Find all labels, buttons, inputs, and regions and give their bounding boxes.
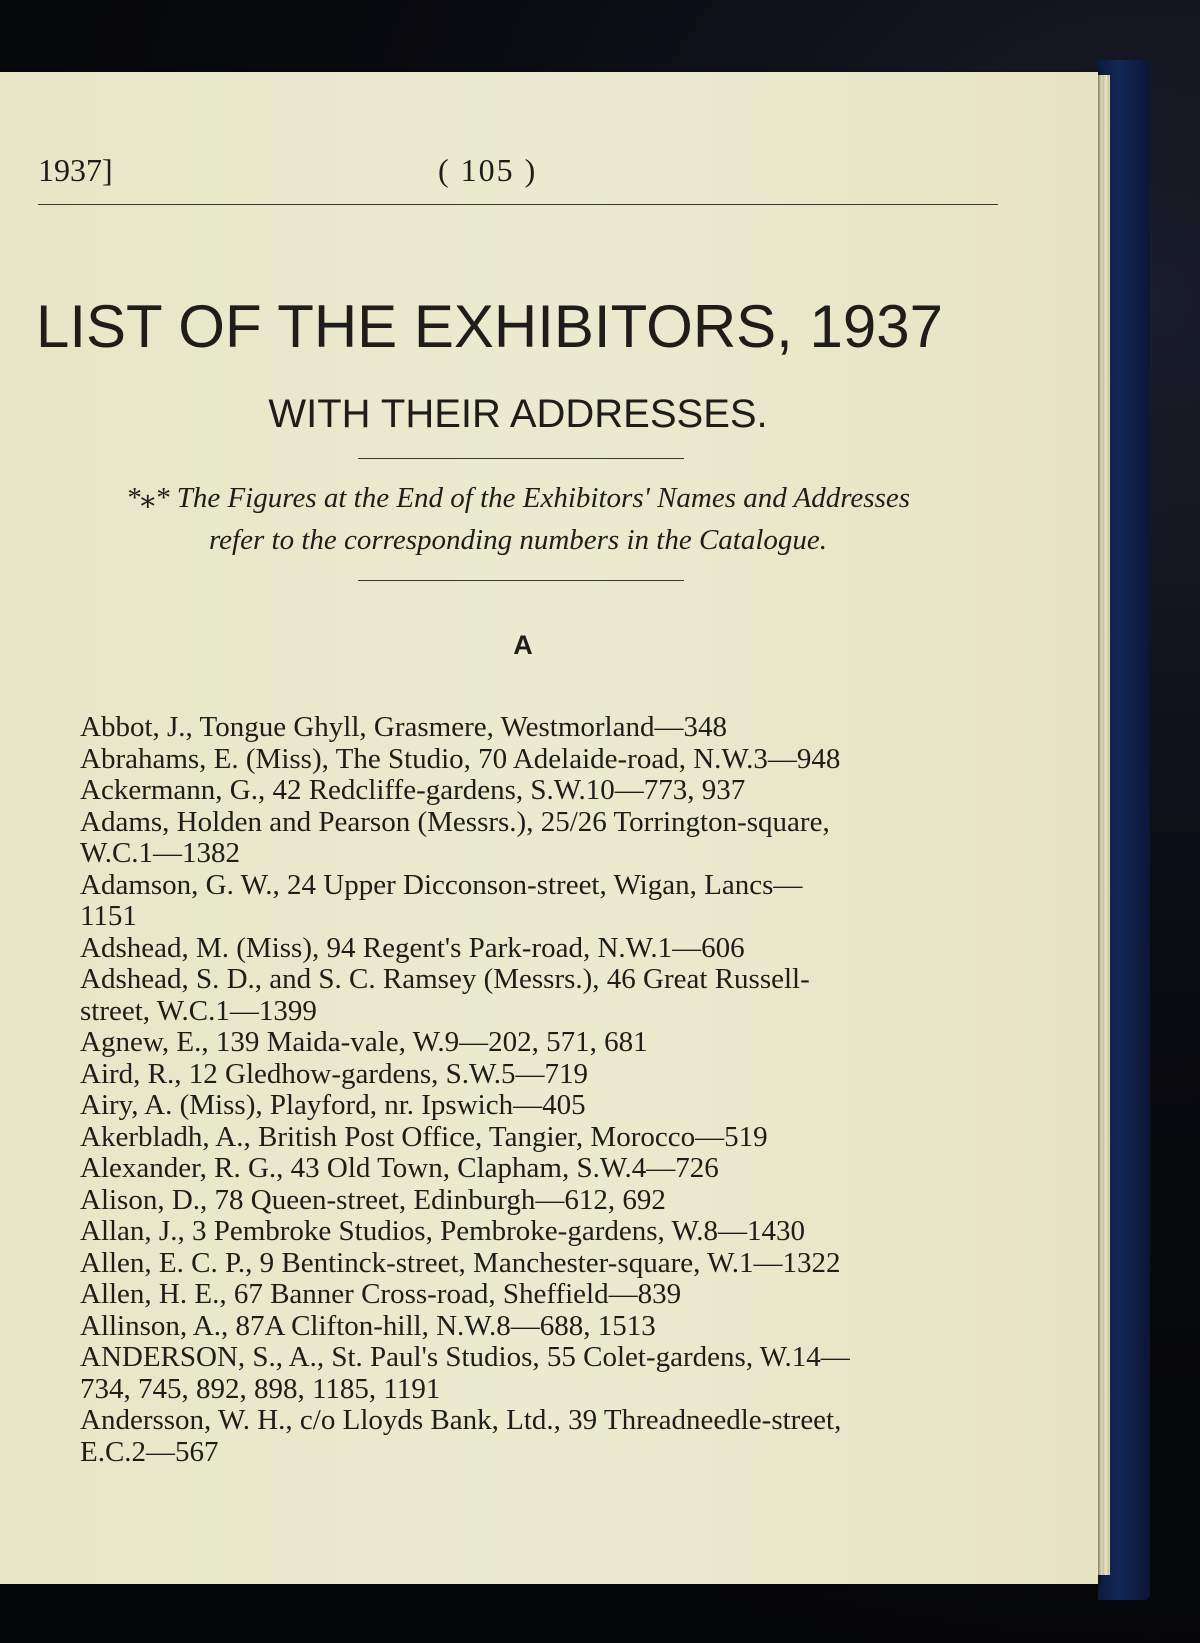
- entry-line: Abbot, J., Tongue Ghyll, Grasmere, Westmorland—348: [80, 711, 727, 743]
- list-item: [46, 1153, 1008, 1185]
- entry-continuation: E.C.2—567: [80, 1435, 219, 1468]
- entry-line: Adams, Holden and Pearson (Messrs.), 25/26 Torrington-square,: [80, 805, 830, 838]
- entry-line: Ackermann, G., 42 Redcliffe-gardens, S.W.10—773, 937: [80, 774, 746, 806]
- list-item: [46, 1185, 1008, 1217]
- list-item: [46, 744, 1008, 776]
- entry-line: Adshead, M. (Miss), 94 Regent's Park-road, N.W.1—606: [80, 931, 745, 964]
- running-head: [38, 152, 998, 202]
- list-item: [46, 1248, 1008, 1280]
- entry-line: Airy, A. (Miss), Playford, nr. Ipswich—405: [80, 1089, 586, 1121]
- book-page: [0, 72, 1098, 1584]
- note-line-2: refer to the corresponding numbers in the Catalogue.: [208, 524, 828, 556]
- list-item: [46, 1059, 1008, 1091]
- entry-line: Allinson, A., 87A Clifton-hill, N.W.8—688, 1513: [80, 1309, 656, 1342]
- list-item: [46, 807, 1008, 870]
- running-head-year: 1937]: [38, 152, 113, 188]
- page-number: ( 105 ): [438, 152, 538, 188]
- entry-line: Agnew, E., 139 Maida-vale, W.9—202, 571, 681: [80, 1026, 648, 1058]
- entry-continuation: W.C.1—1382: [80, 837, 241, 869]
- entry-line: Adshead, S. D., and S. C. Ramsey (Messrs.), 46 Great Russell-: [80, 963, 810, 995]
- list-item: [46, 964, 1008, 1027]
- list-item: [46, 775, 1008, 807]
- list-item: [46, 1216, 1008, 1248]
- entry-line: Andersson, W. H., c/o Lloyds Bank, Ltd., 39 Threadneedle-street,: [80, 1404, 842, 1436]
- entry-line: Allen, E. C. P., 9 Bentinck-street, Manchester-square, W.1—1322: [80, 1246, 841, 1279]
- entry-line: Allan, J., 3 Pembroke Studios, Pembroke-gardens, W.8—1430: [80, 1215, 805, 1247]
- entry-continuation: street, W.C.1—1399: [80, 994, 317, 1027]
- divider-rule-lower: [358, 580, 684, 581]
- entry-line: Allen, H. E., 67 Banner Cross-road, Sheffield—839: [80, 1278, 682, 1310]
- entry-line: Aird, R., 12 Gledhow-gardens, S.W.5—719: [80, 1057, 588, 1090]
- entry-line: Akerbladh, A., British Post Office, Tangier, Morocco—519: [80, 1120, 768, 1153]
- entry-continuation: 1151: [80, 900, 137, 932]
- list-item: [46, 1122, 1008, 1154]
- exhibitor-list: [46, 712, 1008, 1468]
- entry-line: Adamson, G. W., 24 Upper Dicconson-street, Wigan, Lancs—: [80, 868, 803, 901]
- list-item: [46, 870, 1008, 933]
- list-item: [46, 1405, 1008, 1468]
- list-item: [46, 1279, 1008, 1311]
- entry-line: Alison, D., 78 Queen-street, Edinburgh—612, 692: [80, 1183, 666, 1216]
- note-line-1: *⁎* The Figures at the End of the Exhibitors' Names and Addresses: [125, 482, 911, 514]
- list-item: [46, 933, 1008, 965]
- list-item: [46, 1027, 1008, 1059]
- divider-rule-upper: [358, 458, 684, 459]
- entry-line: Alexander, R. G., 43 Old Town, Clapham, S.W.4—726: [80, 1152, 719, 1184]
- page-title: LIST OF THE EXHIBITORS, 1937: [36, 293, 944, 360]
- entry-line: Abrahams, E. (Miss), The Studio, 70 Adelaide-road, N.W.3—948: [80, 742, 841, 775]
- header-rule: [38, 204, 998, 205]
- list-item: [46, 712, 1008, 744]
- section-letter: A: [513, 630, 533, 660]
- entry-line: ANDERSON, S., A., St. Paul's Studios, 55 Colet-gardens, W.14—: [80, 1341, 850, 1373]
- list-item: [46, 1311, 1008, 1343]
- entry-continuation: 734, 745, 892, 898, 1185, 1191: [80, 1372, 441, 1405]
- list-item: [46, 1090, 1008, 1122]
- list-item: [46, 1342, 1008, 1405]
- page-subtitle: WITH THEIR ADDRESSES.: [268, 392, 768, 436]
